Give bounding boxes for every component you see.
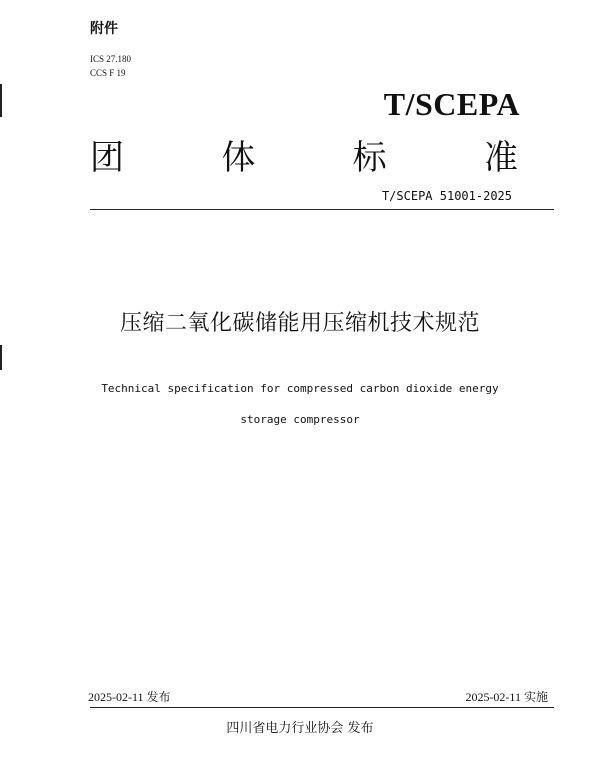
footer-divider — [90, 707, 554, 708]
title-english-line-2: storage compressor — [240, 413, 360, 426]
ccs-code: CCS F 19 — [90, 68, 126, 78]
margin-mark — [0, 84, 2, 117]
attachment-label: 附件 — [90, 21, 118, 37]
release-date: 2025-02-11 发布 — [88, 690, 171, 704]
implementation-date: 2025-02-11 实施 — [465, 690, 548, 704]
title-english-line-1: Technical specification for compressed carbon dioxide energy — [101, 382, 499, 395]
standard-type-char: 准 — [483, 138, 518, 178]
header-divider — [90, 209, 554, 210]
standard-type-char: 标 — [352, 138, 387, 178]
title-chinese: 压缩二氧化碳储能用压缩机技术规范 — [119, 311, 480, 336]
standard-code: T/SCEPA — [383, 86, 520, 122]
ics-code: ICS 27.180 — [90, 54, 132, 64]
standard-type-char: 体 — [221, 138, 256, 178]
standard-number: T/SCEPA 51001-2025 — [381, 189, 512, 203]
standard-type — [90, 130, 518, 179]
margin-mark — [0, 345, 2, 370]
standard-type-char: 团 — [90, 138, 124, 178]
publisher: 四川省电力行业协会 发布 — [226, 721, 374, 736]
